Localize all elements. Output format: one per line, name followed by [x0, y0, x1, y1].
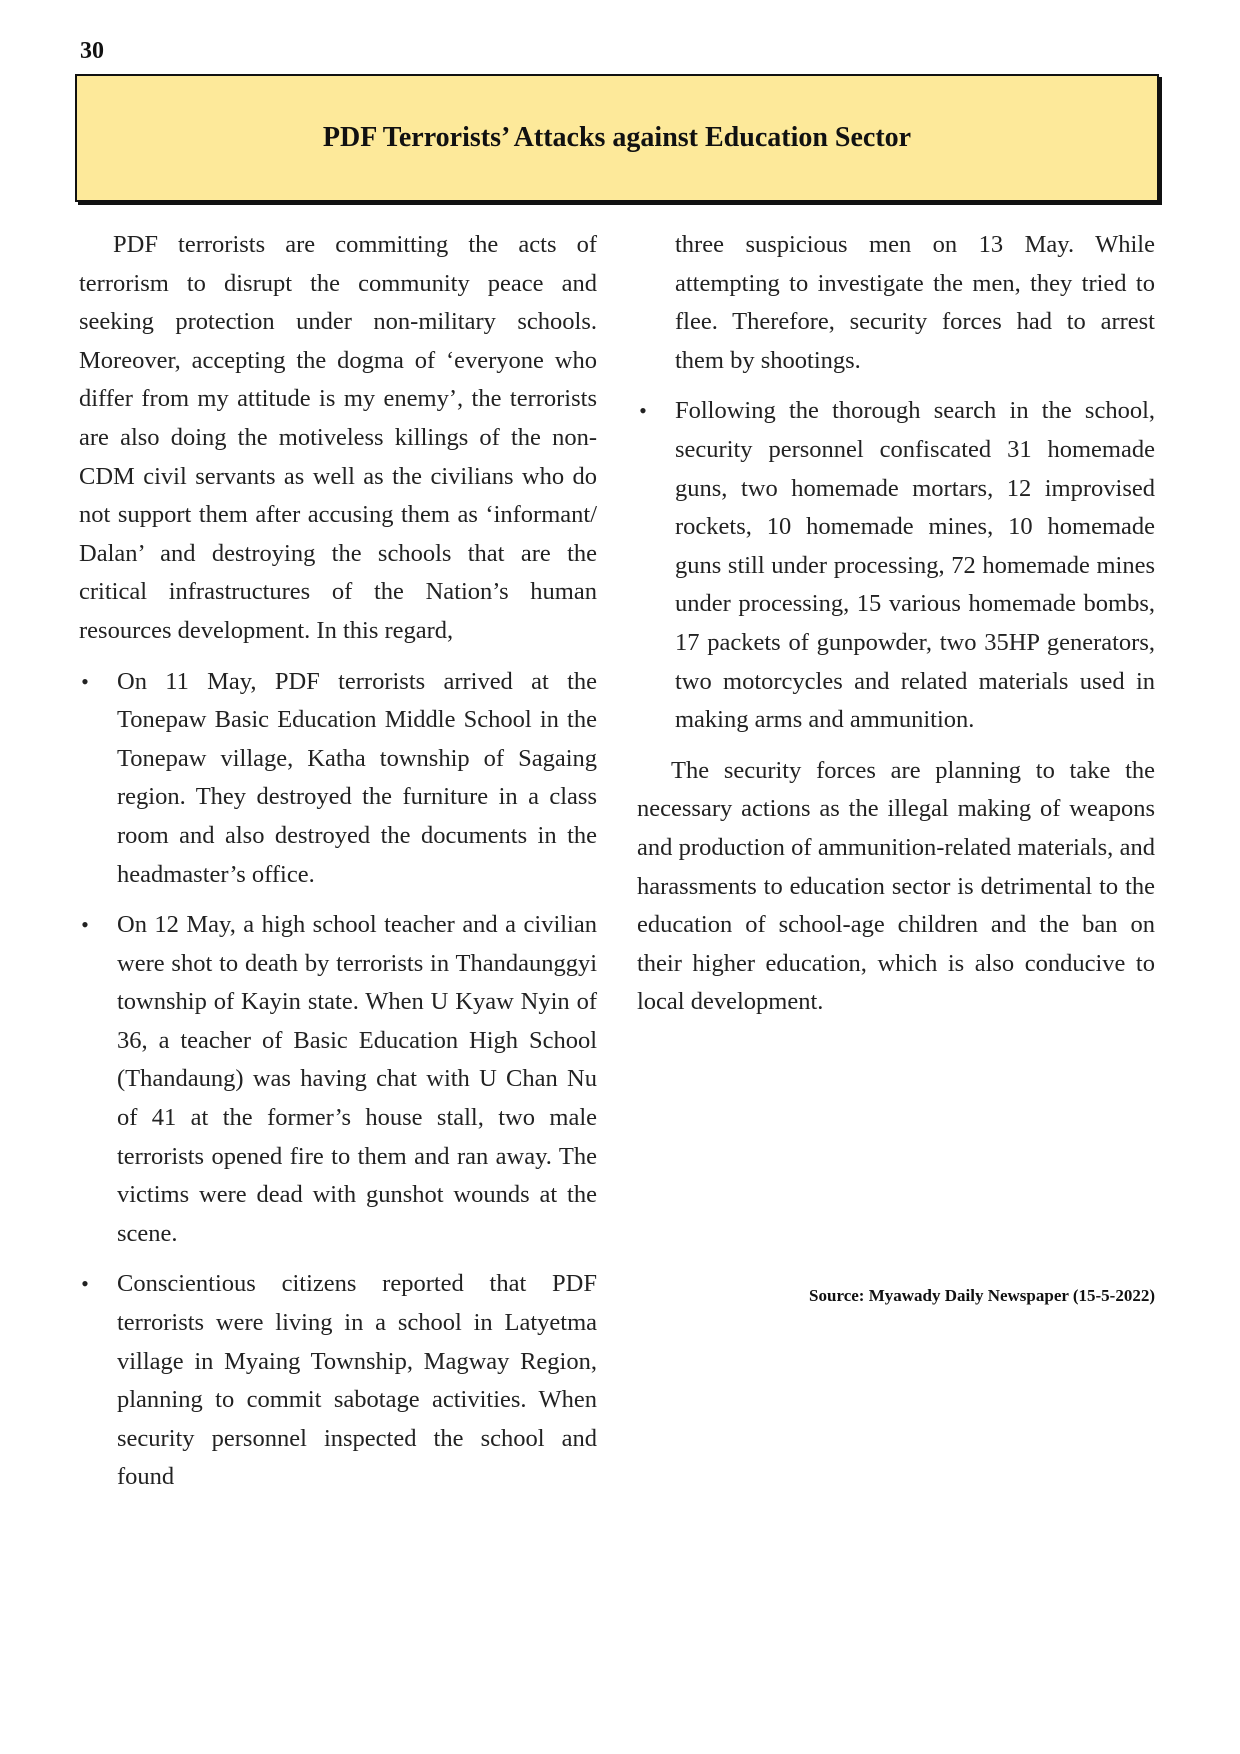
conclusion-paragraph: The security forces are planning to take the necessary actions as the illegal making of weapons and production of ammunition-related materials, and harassments to education sector is detrimental to the education of school-age children and the ban on their higher education, which is also conducive to local development. — [637, 756, 1155, 1016]
left-column — [79, 226, 597, 1509]
bullet-icon: • — [639, 398, 647, 424]
list-item — [79, 906, 597, 1253]
list-item-text: On 12 May, a high school teacher and a civilian were shot to death by terrorists in Thandaunggyi township of Kayin state. When U Kyaw Nyin of 36, a teacher of Basic Education High School (Thandaung) was having chat with U Chan Nu of 41 at the former’s house stall, two male terrorists opened fire to them and ran away. The victims were dead with gunshot wounds at the scene. — [117, 911, 597, 1247]
source-citation: Source: Myawady Daily Newspaper (15-5-2022) — [809, 1286, 1155, 1305]
title-box — [75, 74, 1159, 202]
list-item-text: Following the thorough search in the school, security personnel confiscated 31 homemade guns, two homemade mortars, 12 improvised rockets, 10 homemade mines, 10 homemade guns still under processing, 72 homemade mines under processing, 15 various homemade bombs, 17 packets of gunpowder, two 35HP generators, two motorcycles and related materials used in making arms and ammunition. — [675, 397, 1155, 734]
intro-paragraph: PDF terrorists are committing the acts of terrorism to disrupt the community peace and seeking protection under non-military schools. Moreover, accepting the dogma of ‘everyone who differ from my attitude is my enemy’, the terrorists are also doing the motiveless killings of the non-CDM civil servants as well as the civilians who do not support them after accusing them as ‘informant/ Dalan’ and destroying the schools that are the critical infrastructures of the Nation’s human resources development. In this regard, — [79, 231, 597, 644]
bullet-icon: • — [81, 1271, 89, 1297]
list-item — [79, 1265, 597, 1497]
list-item — [79, 663, 597, 895]
right-column — [637, 226, 1155, 1034]
list-item-text: Conscientious citizens reported that PDF terrorists were living in a school in Latyetma village in Myaing Township, Magway Region, planning to commit sabotage activities. When security personnel inspected the school and found — [117, 1270, 597, 1491]
bullet-icon: • — [81, 912, 89, 938]
page-number: 30 — [80, 38, 104, 64]
list-item — [637, 392, 1155, 739]
incident-list-continued — [637, 392, 1155, 739]
incident-list — [79, 663, 597, 1497]
bullet-icon: • — [81, 668, 89, 694]
bullet-continuation: three suspicious men on 13 May. While attempting to investigate the men, they tried to flee. Therefore, security forces had to arrest them by shootings. — [675, 231, 1155, 374]
page-title: PDF Terrorists’ Attacks against Education Sector — [322, 122, 912, 153]
list-item-text: On 11 May, PDF terrorists arrived at the Tonepaw Basic Education Middle School in the Tonepaw village, Katha township of Sagaing region. They destroyed the furniture in a class room and also destroyed the documents in the headmaster’s office. — [117, 667, 597, 888]
